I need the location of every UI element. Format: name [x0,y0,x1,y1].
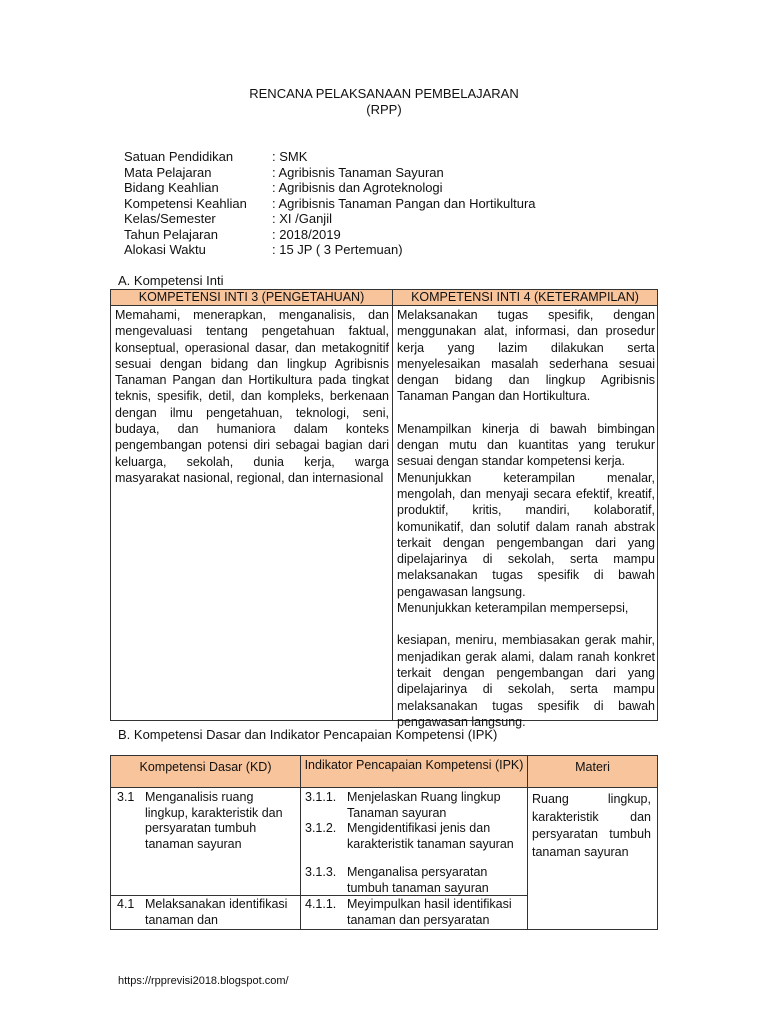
ki4-paragraph: kesiapan, meniru, membiasakan gerak mahir, menjadikan gerak alami, dalam ranah konkret terkait dengan pengembangan dari yang dipelajarinya di sekolah, serta mampu melaksanakan tugas spesifik di bawah pengawasan langsung. [397,633,655,729]
ipk-item [305,790,530,821]
kd-item [117,897,297,928]
kd-item [117,790,297,852]
ki4-paragraph: Menunjukkan keterampilan menalar, mengolah, dan menyaji secara efektif, kreatif, produktif, kritis, mandiri, kolaboratif, komunikatif, dan solutif dalam ranah abstrak terkait dengan pengembangan dari yang dipelajarinya di sekolah, serta mampu melaksanakan tugas spesifik di bawah pengawasan langsung. [397,470,655,599]
info-value: : XI /Ganjil [272,211,332,226]
document-title: RENCANA PELAKSANAAN PEMBELAJARAN [249,86,519,101]
ki4-text [397,307,655,730]
info-value: : SMK [272,149,308,164]
kd-text: Menganalisis ruang lingkup, karakteristik dan persyaratan tumbuh tanaman sayuran [145,790,283,851]
info-label: Tahun Pelajaran [124,226,218,242]
materi-text: Ruang lingkup, karakteristik dan persyaratan tumbuh tanaman sayuran [532,792,651,859]
info-label: Alokasi Waktu [124,242,206,257]
info-label: Mata Pelajaran [124,164,212,180]
info-row [124,242,536,258]
identity-block [124,149,536,258]
ipk-text: Menganalisa persyaratan tumbuh tanaman sayuran [347,865,489,895]
info-value: : Agribisnis Tanaman Pangan dan Hortikultura [272,195,536,211]
ipk-text: Meyimpulkan hasil identifikasi tanaman dan persyaratan [347,897,512,927]
document-subtitle: (RPP) [366,102,402,117]
ipk-number: 3.1.3. [305,865,337,879]
ki3-text: Memahami, menerapkan, menganalisis, dan mengevaluasi tentang pengetahuan faktual, konseptual, operasional dasar, dan metakognitif sesuai dengan bidang dan lingkup Agribisnis Tanaman Pangan dan Hortikultura pada tingkat teknis, spesifik, detil, dan kompleks, berkenaan dengan ilmu pengetahuan, teknologi, seni, budaya, dan humaniora dalam konteks pengembangan potensi diri sebagai bagian dari keluarga, sekolah, dunia kerja, warga masyarakat nasional, regional, dan internasional [115,308,389,485]
ipk-number: 4.1.1. [305,897,337,911]
info-label: Satuan Pendidikan [124,149,234,164]
kd-text: Melaksanakan identifikasi tanaman dan [145,897,288,927]
info-row [124,211,536,227]
info-value: : 15 JP ( 3 Pertemuan) [272,242,403,257]
section-a-heading: A. Kompetensi Inti [118,273,224,288]
info-row [124,227,536,243]
ki4-paragraph: Melaksanakan tugas spesifik, dengan menggunakan alat, informasi, dan prosedur kerja yang lazim dilakukan serta menyelesaikan masalah sederhana sesuai dengan bidang dan lingkup Agribisnis Tanaman Pangan dan Hortikultura. [397,308,655,404]
ki3-header: KOMPETENSI INTI 3 (PENGETAHUAN) [111,290,392,306]
ipk-item [305,865,530,896]
info-label: Kompetensi Keahlian [124,195,247,211]
info-row [124,196,536,212]
ki4-header: KOMPETENSI INTI 4 (KETERAMPILAN) [393,290,657,306]
ipk-item [305,821,530,852]
kd-header: Kompetensi Dasar (KD) [111,756,300,788]
info-value: : 2018/2019 [272,226,341,242]
kd-ipk-table [110,755,658,930]
ipk-text: Menjelaskan Ruang lingkup Tanaman sayuran [347,790,501,820]
info-value: : Agribisnis dan Agroteknologi [272,180,443,195]
info-value: : Agribisnis Tanaman Sayuran [272,164,444,180]
ipk-header: Indikator Pencapaian Kompetensi (IPK) [301,756,527,788]
materi-header: Materi [528,756,657,788]
kd-number: 4.1 [117,897,135,911]
info-label: Bidang Keahlian [124,180,219,195]
footer-url: https://rpprevisi2018.blogspot.com/ [118,975,289,987]
ipk-item [305,897,530,928]
column-divider [300,756,301,929]
info-label: Kelas/Semester [124,211,216,226]
kompetensi-inti-table [110,289,658,729]
ipk-number: 3.1.1. [305,790,337,804]
ki4-paragraph: Menampilkan kinerja di bawah bimbingan dengan mutu dan kuantitas yang terukur sesuai dengan standar kompetensi kerja. [397,421,655,469]
info-row [124,149,536,165]
ipk-text: Mengidentifikasi jenis dan karakteristik tanaman sayuran [347,821,514,851]
info-row [124,180,536,196]
ipk-number: 3.1.2. [305,821,337,835]
section-b-heading: B. Kompetensi Dasar dan Indikator Pencapaian Kompetensi (IPK) [118,727,498,742]
kd-number: 3.1 [117,790,135,804]
info-row [124,165,536,181]
ki4-paragraph: Menunjukkan keterampilan mempersepsi, [397,601,629,616]
column-divider [392,290,393,720]
